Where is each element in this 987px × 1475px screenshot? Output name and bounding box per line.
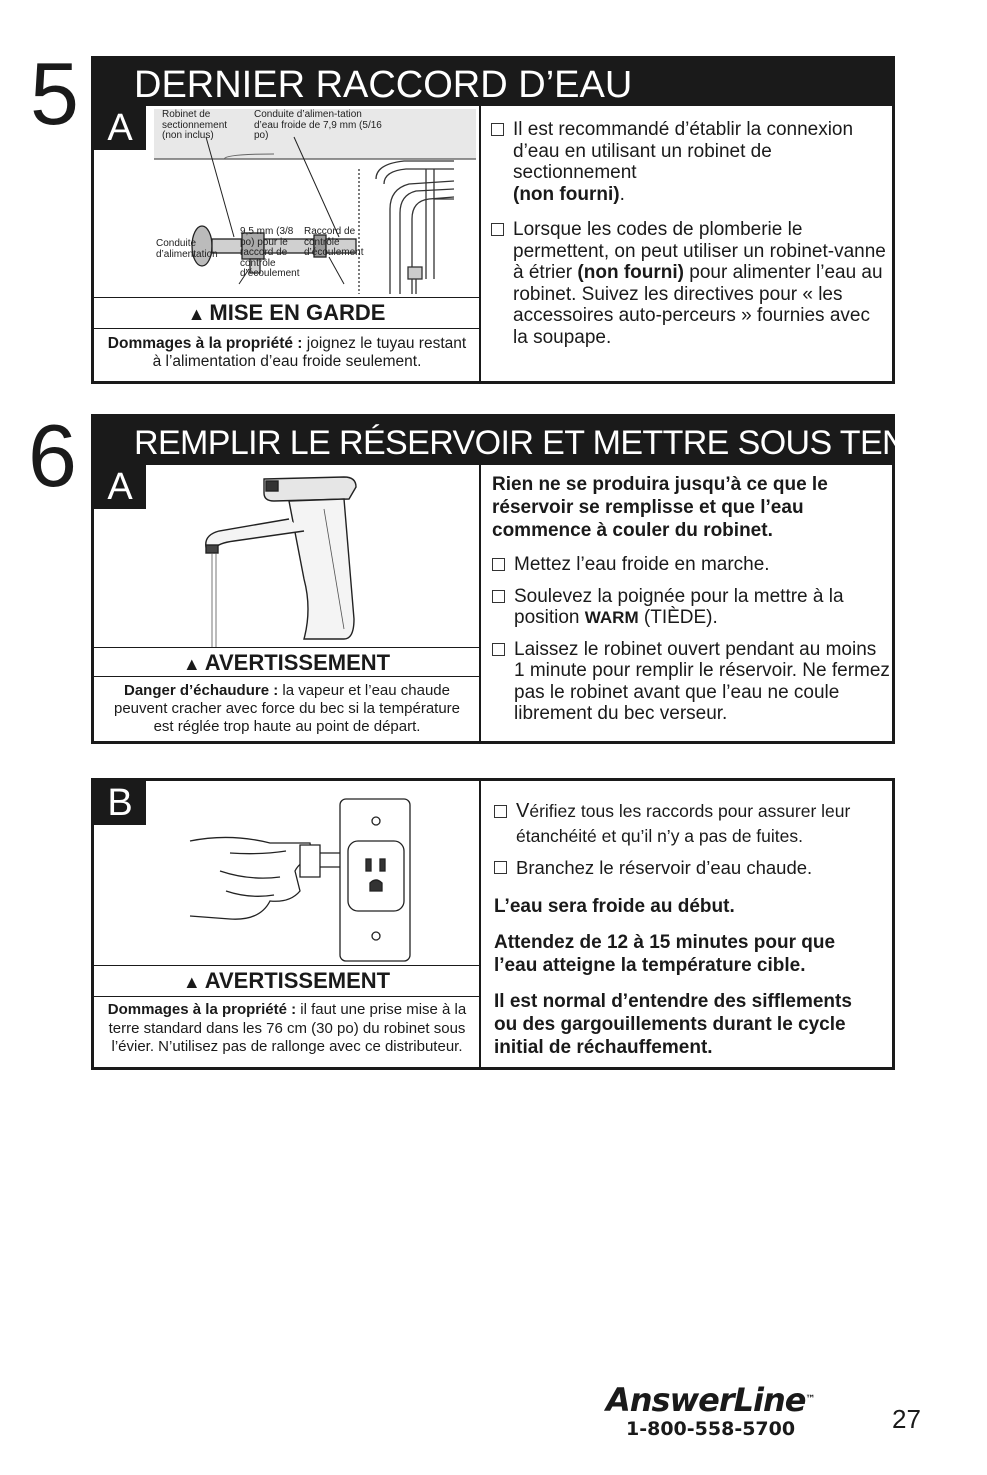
column-divider	[479, 465, 481, 741]
instruction-item	[492, 554, 890, 576]
instruction-item	[492, 586, 890, 629]
step-6-title: REMPLIR LE RÉSERVOIR ET METTRE SOUS TENSION	[94, 417, 892, 465]
warning-heading-text: AVERTISSEMENT	[204, 968, 391, 993]
checkbox-icon[interactable]	[494, 861, 507, 874]
panel-letter-b: B	[94, 781, 146, 825]
warning-body: il faut une prise mise à la terre standard dans les 76 cm (30 po) du robinet sous l’évier. N’utilisez pas de rallonge avec ce distributeur.	[108, 1001, 467, 1055]
item-bold: WARM	[584, 608, 639, 627]
warning-triangle-icon: ▲	[182, 654, 201, 674]
step-5-title: DERNIER RACCORD D’EAU	[94, 59, 892, 106]
warning-heading	[94, 647, 479, 677]
step-6b-instructions	[494, 799, 892, 1059]
column-divider	[479, 781, 481, 1067]
page-number: 27	[892, 1404, 921, 1434]
checkbox-icon[interactable]	[492, 643, 505, 656]
item-bold: (non fourni)	[577, 262, 684, 283]
answerline-logo	[606, 1382, 826, 1440]
item-text-end: pour alimenter l’eau au robinet. Suivez les directives pour « les accessoires auto-perceurs » fournies avec la soupape.	[513, 262, 883, 348]
warning-text	[102, 682, 472, 736]
warning-bold: Danger d’échaudure :	[124, 682, 279, 699]
instruction-item	[491, 219, 886, 348]
step-6b-box	[91, 778, 895, 1070]
item-text: Branchez le réservoir d’eau chaude.	[516, 857, 813, 878]
label-cold-water-line: Conduite d’alimen-tation d’eau froide de 7,9 mm (5/16 po)	[254, 109, 382, 141]
instruction-item	[492, 639, 890, 725]
plug-illustration	[190, 791, 430, 961]
step-6-number: 6	[28, 406, 77, 505]
checkbox-icon[interactable]	[492, 558, 505, 571]
item-text: Laissez le robinet ouvert pendant au moins 1 minute pour remplir le réservoir. Ne fermez pas le robinet avant que l’eau ne coule librement du bec verseur.	[514, 638, 890, 724]
item-text: Soulevez la poignée pour la mettre à la position	[514, 585, 844, 628]
item-text-end: (TIÈDE).	[638, 607, 718, 628]
item-text: Il est recommandé d’établir la connexion d’eau en utilisant un robinet de sectionnement	[513, 119, 854, 183]
brand-name: AnswerLine	[606, 1381, 806, 1419]
step-6a-instructions	[492, 473, 890, 738]
trademark: ™	[805, 1394, 815, 1405]
note-cold-start: L’eau sera froide au début.	[494, 895, 735, 917]
item-text: érifiez tous les raccords pour assurer leur étanchéité et qu’il n’y a pas de fuites.	[516, 801, 851, 846]
item-text: Mettez l’eau froide en marche.	[514, 554, 770, 575]
checkbox-icon[interactable]	[491, 123, 504, 136]
label-shutoff-valve: Robinet de sectionnement (non inclus)	[162, 109, 228, 141]
phone-number: 1-800-558-5700	[626, 1418, 796, 1440]
warning-bold: Dommages à la propriété :	[107, 1001, 297, 1018]
step-5-box	[91, 56, 895, 384]
caution-body: joignez le tuyau restant à l’alimentation d’eau froide seulement.	[152, 335, 467, 370]
instruction-item	[494, 799, 892, 849]
note-noises: Il est normal d’entendre des sifflements ou des gargouillements durant le cycle initial de réchauffement.	[494, 990, 852, 1058]
item-bold: (non fourni)	[513, 183, 620, 205]
warning-triangle-icon: ▲	[182, 972, 201, 992]
item-initial: V	[516, 800, 530, 822]
step-5-instructions	[491, 119, 886, 361]
step-6a-box	[91, 414, 987, 744]
checkbox-icon[interactable]	[492, 590, 505, 603]
label-supply-line: Conduite d’alimentation	[156, 238, 218, 260]
panel-letter-a: A	[94, 106, 146, 150]
item-text: Lorsque les codes de plomberie le permettent, on peut utiliser un robinet-vanne à étrier	[513, 219, 886, 283]
warning-body: la vapeur et l’eau chaude peuvent cracher avec force du bec si la température est réglée trop haute au point de départ.	[113, 682, 461, 735]
panel-letter-a: A	[94, 465, 146, 509]
label-drain-size: 9,5 mm (3/8 po) pour le raccord de contrôle d’écoulement	[240, 226, 300, 279]
item-end: .	[619, 183, 625, 205]
warning-triangle-icon: ▲	[187, 304, 206, 324]
faucet-illustration	[194, 469, 394, 647]
caution-heading	[94, 297, 479, 329]
intro-text: Rien ne se produira jusqu’à ce que le réservoir se remplisse et que l’eau commence à couler du robinet.	[492, 474, 828, 541]
note-wait-time: Attendez de 12 à 15 minutes pour que l’eau atteigne la température cible.	[494, 931, 836, 976]
instruction-item	[494, 857, 892, 879]
warning-heading	[94, 965, 479, 997]
checkbox-icon[interactable]	[491, 223, 504, 236]
instruction-item	[491, 119, 886, 205]
caution-heading-text: MISE EN GARDE	[209, 300, 386, 325]
step-5-number: 5	[30, 44, 79, 143]
caution-bold: Dommages à la propriété :	[107, 335, 303, 352]
warning-heading-text: AVERTISSEMENT	[204, 650, 391, 675]
caution-text	[102, 335, 472, 371]
column-divider	[479, 106, 481, 381]
checkbox-icon[interactable]	[494, 805, 507, 818]
label-drain-fitting: Raccord de contrôle d’écoulement	[304, 226, 364, 258]
warning-text	[100, 1001, 474, 1057]
